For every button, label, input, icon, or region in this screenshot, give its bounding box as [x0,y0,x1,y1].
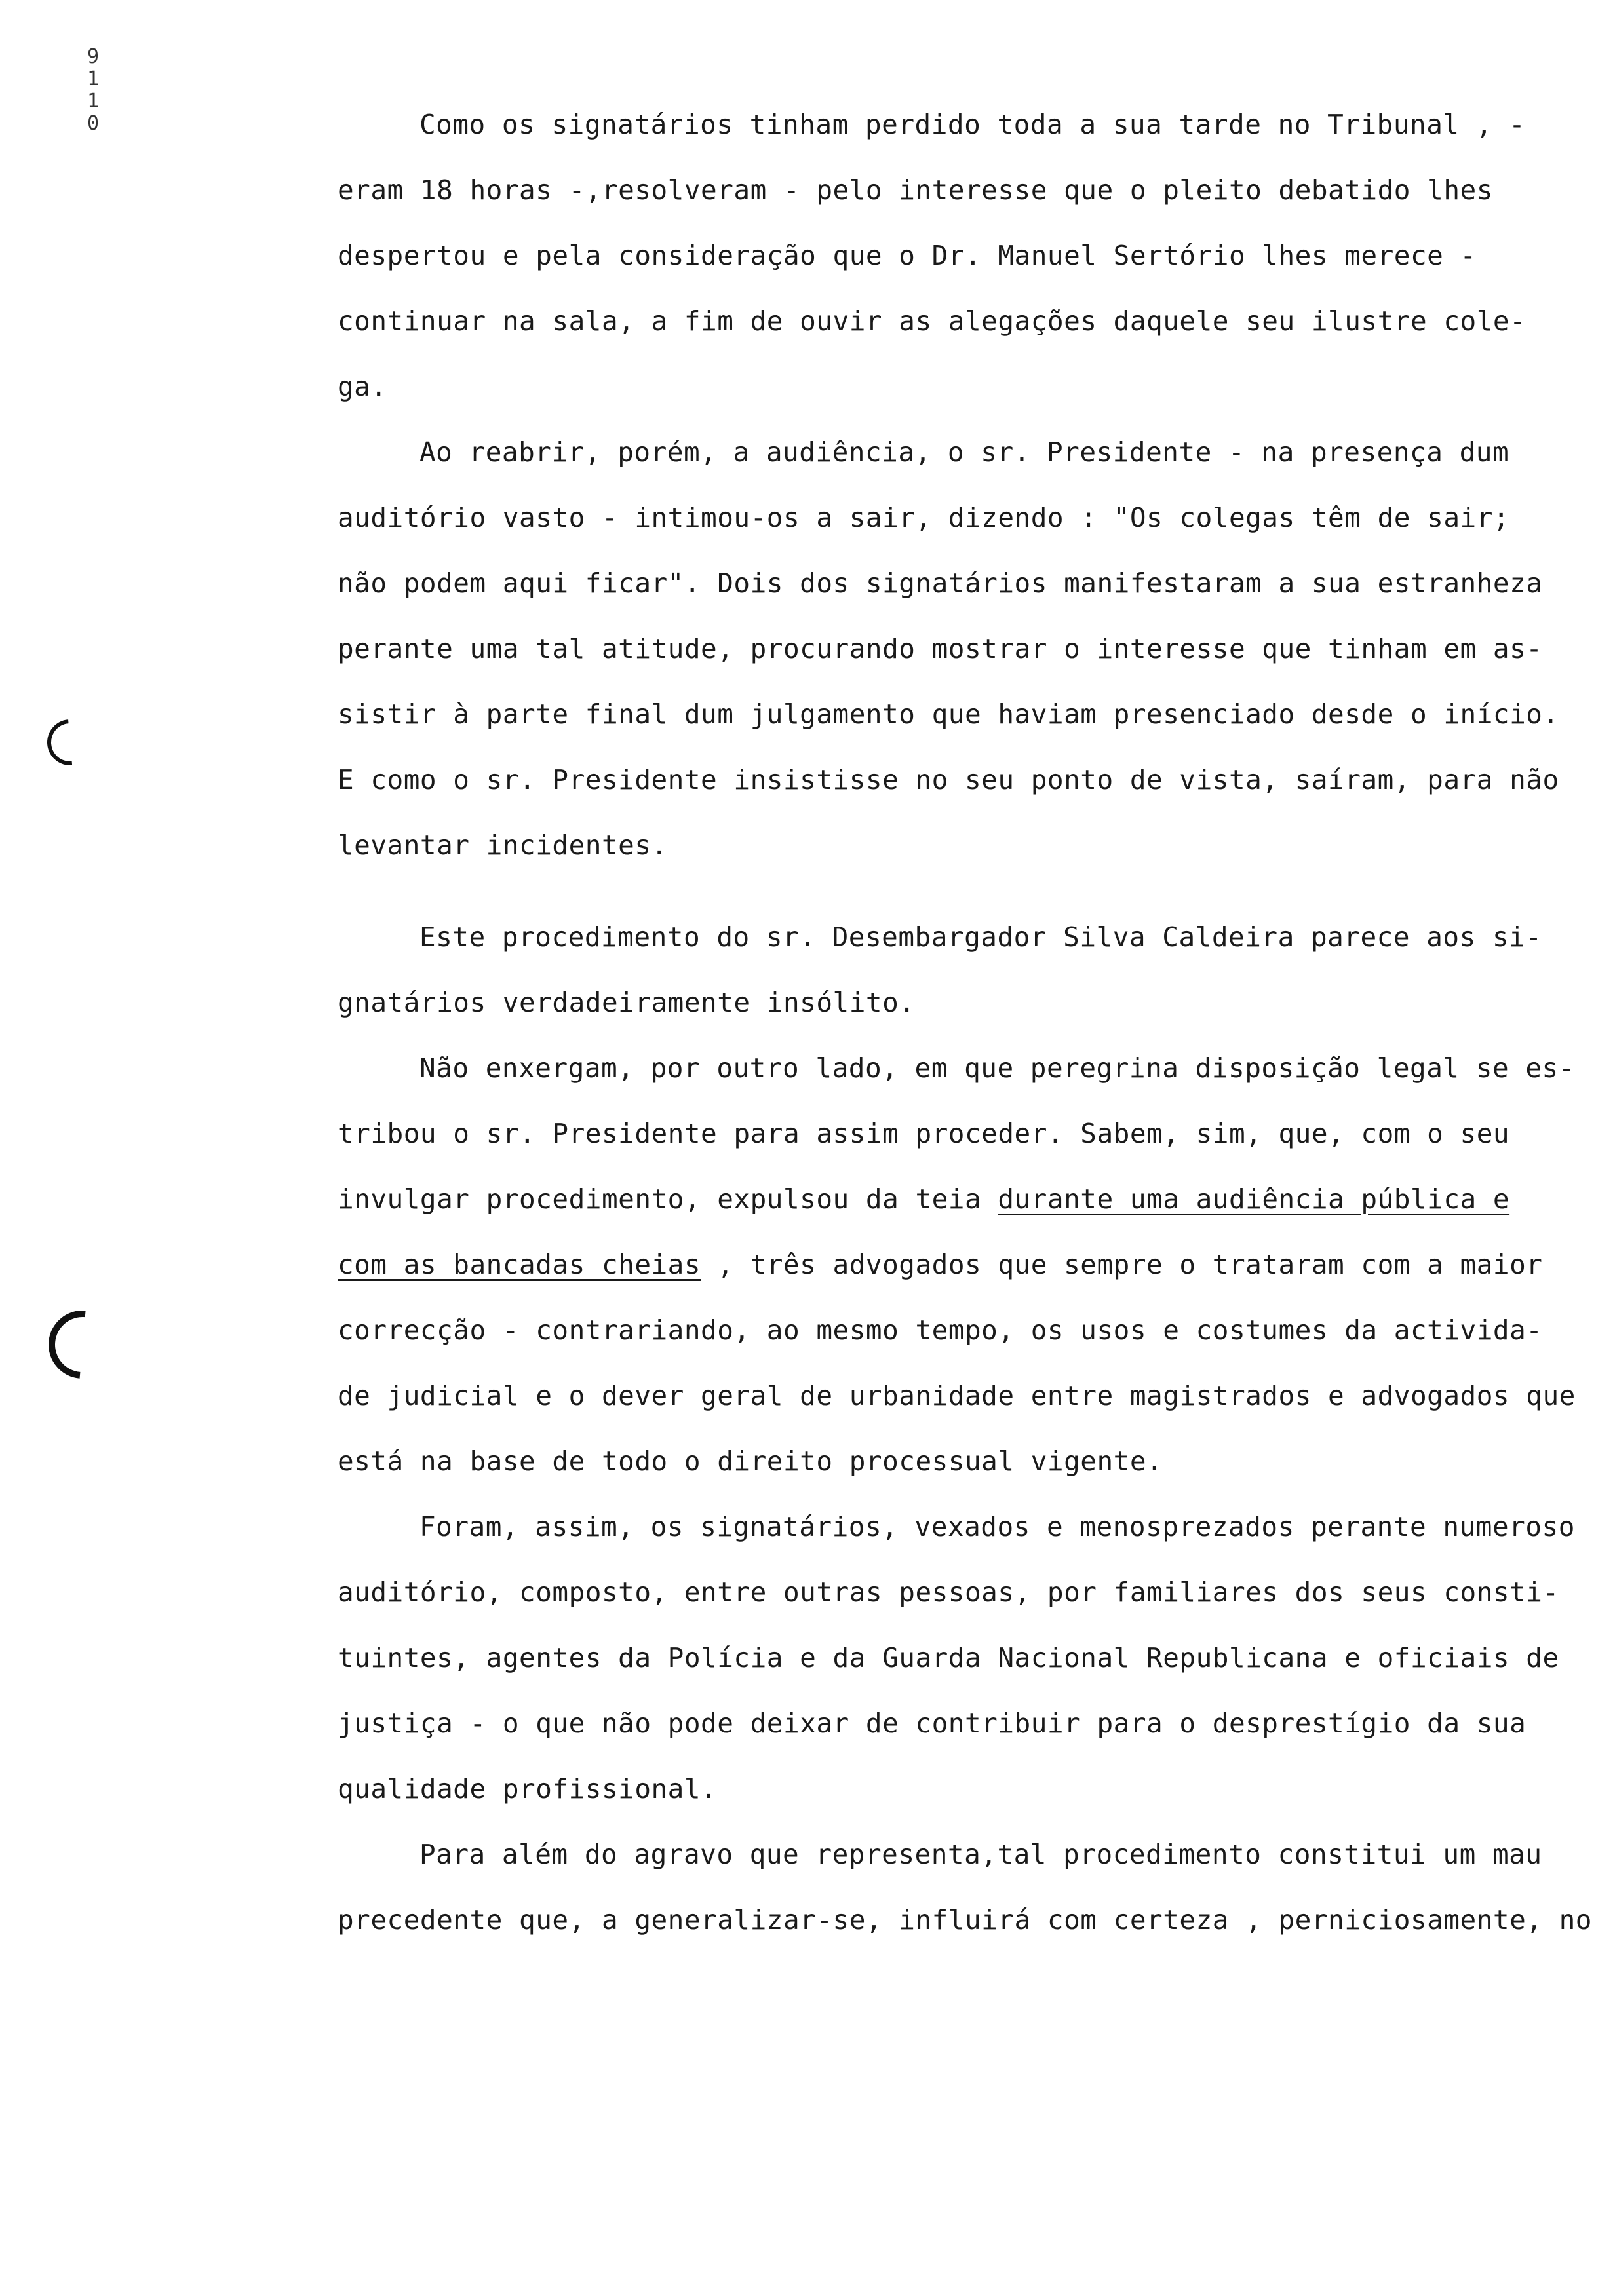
paragraph-gap [338,878,1570,904]
margin-mark: 9 1 1 0 [87,45,100,135]
paragraph-4 [338,1035,1576,1494]
text-line: tribou o sr. Presidente para assim proceder. Sabem, sim, que, com o seu [338,1118,1510,1149]
text-line: Foram, assim, os signatários, vexados e menosprezados perante numeroso [419,1511,1575,1542]
paragraph-3 [338,904,1570,1035]
text-line: E como o sr. Presidente insistisse no seu ponto de vista, saíram, para não [338,764,1559,795]
text-line: continuar na sala, a fim de ouvir as alegações daquele seu ilustre cole- [338,305,1527,337]
text-line: gnatários verdadeiramente insólito. [338,987,916,1018]
text-line: Este procedimento do sr. Desembargador Silva Caldeira parece aos si- [419,921,1542,953]
punch-hole-mark [35,1297,131,1393]
text-line: ga. [338,371,387,402]
underlined-phrase: com as bancadas cheias [338,1249,701,1280]
text-segment: invulgar procedimento, expulsou da teia [338,1183,998,1215]
text-line: correcção - contrariando, ao mesmo tempo, os usos e costumes da activida- [338,1314,1543,1346]
document-body [338,92,1592,1953]
text-line: perante uma tal atitude, procurando mostrar o interesse que tinham em as- [338,633,1543,664]
text-line: levantar incidentes. [338,830,668,861]
text-line: tuintes, agentes da Polícia e da Guarda Nacional Republicana e oficiais de [338,1642,1559,1674]
text-line-with-underline [338,1166,1570,1232]
punch-hole-mark [38,710,103,775]
text-line: Não enxergam, por outro lado, em que peregrina disposição legal se es- [419,1052,1575,1084]
text-line: Para além do agravo que representa,tal procedimento constitui um mau [419,1839,1542,1870]
text-line: Ao reabrir, porém, a audiência, o sr. Presidente - na presença dum [419,436,1509,468]
text-segment: , três advogados que sempre o trataram com a maior [701,1249,1543,1280]
text-line: Como os signatários tinham perdido toda a sua tarde no Tribunal , - [419,109,1526,140]
paragraph-1 [338,92,1570,419]
text-line: de judicial e o dever geral de urbanidade entre magistrados e advogados que [338,1380,1576,1411]
text-line: está na base de todo o direito processual vigente. [338,1445,1163,1477]
text-line: despertou e pela consideração que o Dr. Manuel Sertório lhes merece - [338,240,1477,271]
text-line: eram 18 horas -,resolveram - pelo interesse que o pleito debatido lhes [338,174,1493,206]
text-line: sistir à parte final dum julgamento que haviam presenciado desde o início. [338,698,1559,730]
underlined-phrase: durante uma audiência pública e [998,1183,1510,1215]
paragraph-6 [338,1822,1592,1953]
text-line-with-underline [338,1232,1570,1297]
text-line: não podem aqui ficar". Dois dos signatários manifestaram a sua estranheza [338,567,1543,599]
text-line: justiça - o que não pode deixar de contribuir para o desprestígio da sua [338,1708,1527,1739]
paragraph-2 [338,419,1570,878]
text-line: auditório vasto - intimou-os a sair, dizendo : "Os colegas têm de sair; [338,502,1510,533]
text-line: qualidade profissional. [338,1773,718,1805]
text-line: precedente que, a generalizar-se, influirá com certeza , perniciosamente, no [338,1904,1592,1936]
paragraph-5 [338,1494,1575,1822]
text-line: auditório, composto, entre outras pessoas, por familiares dos seus consti- [338,1577,1559,1608]
